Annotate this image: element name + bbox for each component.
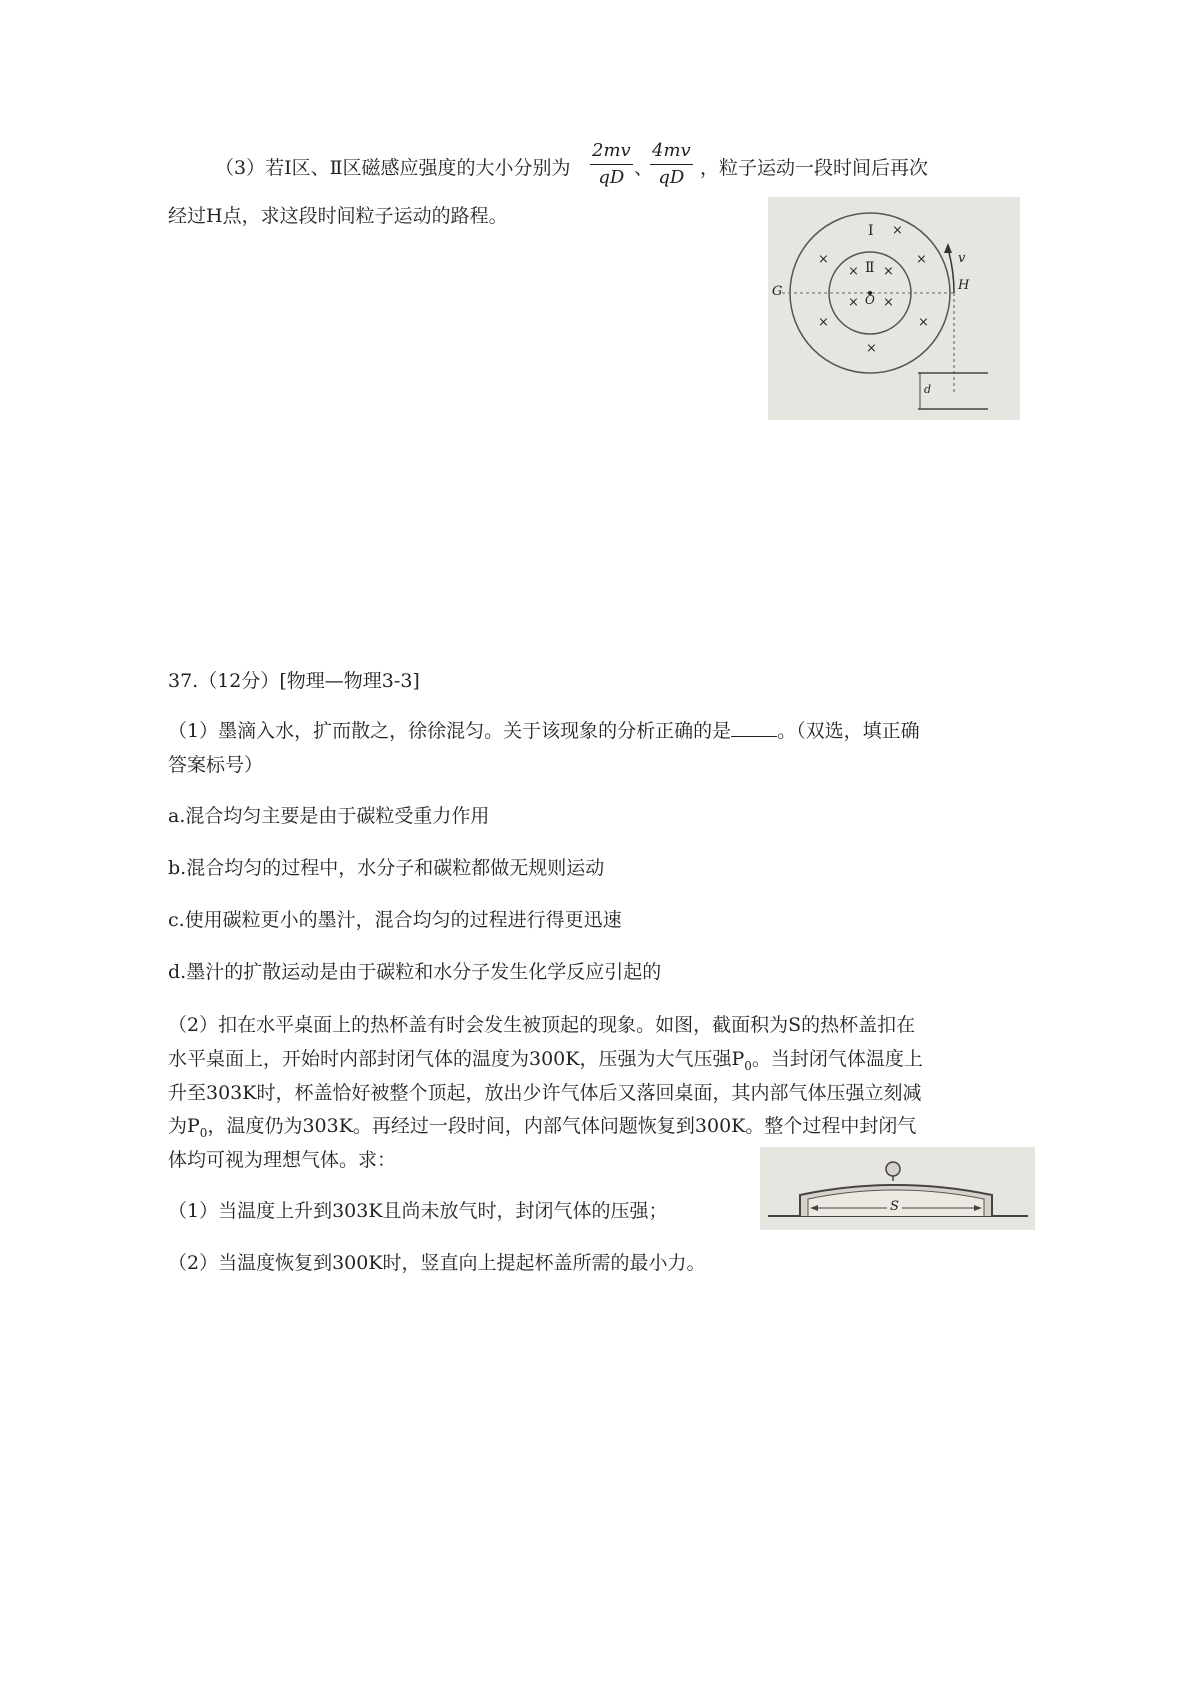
q3-separator: 、 xyxy=(634,157,654,179)
cup-lid-figure xyxy=(760,1147,1035,1230)
field-cross-mark: × xyxy=(818,315,829,330)
subscript-zero: 0 xyxy=(199,1125,208,1140)
sub-question-2: （2）当温度恢复到300K时，竖直向上提起杯盖所需的最小力。 xyxy=(168,1252,706,1274)
velocity-v-label: v xyxy=(958,251,966,266)
field-cross-mark: × xyxy=(892,223,903,238)
option-b: b.混合均匀的过程中，水分子和碳粒都做无规则运动 xyxy=(168,857,605,879)
field-cross-mark: × xyxy=(918,315,929,330)
q37-p2-line4 xyxy=(168,1113,916,1146)
fraction-2mv-qd xyxy=(590,140,633,189)
area-s-label: S xyxy=(887,1199,902,1214)
q37-p1-line2: 答案标号） xyxy=(168,754,264,776)
fraction-numerator: 2mv xyxy=(590,140,633,165)
option-d: d.墨汁的扩散运动是由于碳粒和水分子发生化学反应引起的 xyxy=(168,961,662,983)
q37-p2-line1: （2）扣在水平桌面上的热杯盖有时会发生被顶起的现象。如图，截面积为S的热杯盖扣在 xyxy=(168,1014,916,1036)
region-2-label: Ⅱ xyxy=(865,260,875,276)
answer-blank xyxy=(731,718,777,737)
subscript-zero: 0 xyxy=(744,1058,752,1073)
fraction-denominator: qD xyxy=(658,167,685,188)
q37-p2-line3: 升至303K时，杯盖恰好被整个顶起，放出少许气体后又落回桌面，其内部气体压强立刻减 xyxy=(168,1082,922,1104)
field-cross-mark: × xyxy=(848,264,859,279)
q37-p2-line2-b: 。当封闭气体温度上 xyxy=(751,1048,923,1070)
field-cross-mark: × xyxy=(818,252,829,267)
sub-question-1: （1）当温度上升到303K且尚未放气时，封闭气体的压强； xyxy=(168,1200,668,1222)
field-cross-mark: × xyxy=(883,264,894,279)
field-cross-mark: × xyxy=(866,341,877,356)
q37-p2-line4-a: 为P xyxy=(168,1115,200,1137)
q37-p2-line2-a: 水平桌面上，开始时内部封闭气体的温度为300K，压强为大气压强P xyxy=(168,1048,745,1070)
q3-line1-prefix: （3）若Ⅰ区、Ⅱ区磁感应强度的大小分别为 xyxy=(215,157,571,179)
q3-line1-suffix: ，粒子运动一段时间后再次 xyxy=(700,157,929,179)
point-h-label: H xyxy=(958,278,970,293)
option-c: c.使用碳粒更小的墨汁，混合均匀的过程进行得更迅速 xyxy=(168,909,622,931)
q37-p2-line5: 体均可视为理想气体。求： xyxy=(168,1149,397,1171)
q37-p1-line1 xyxy=(168,718,920,744)
option-a: a.混合均匀主要是由于碳粒受重力作用 xyxy=(168,805,490,827)
q37-p1-text-a: （1）墨滴入水，扩而散之，徐徐混匀。关于该现象的分析正确的是 xyxy=(168,720,732,742)
q37-p2-line4-b: ，温度仍为303K。再经过一段时间，内部气体问题恢复到300K。整个过程中封闭气 xyxy=(207,1115,917,1137)
magnetic-field-figure xyxy=(768,197,1020,420)
q37-header: 37.（12分）[物理—物理3-3] xyxy=(168,670,420,692)
fraction-numerator: 4mv xyxy=(650,140,693,165)
field-cross-mark: × xyxy=(916,252,927,267)
field-cross-mark: × xyxy=(848,295,859,310)
fraction-4mv-qd xyxy=(650,140,693,189)
q37-p1-text-b: 。（双选，填正确 xyxy=(777,720,920,742)
q37-p2-line2 xyxy=(168,1046,923,1079)
center-o-label: O xyxy=(865,293,875,307)
q3-line2: 经过H点，求这段时间粒子运动的路程。 xyxy=(168,205,508,227)
field-cross-mark: × xyxy=(883,295,894,310)
fraction-denominator: qD xyxy=(598,167,625,188)
region-1-label: Ⅰ xyxy=(868,223,874,239)
distance-d-label: d xyxy=(924,383,932,396)
point-g-label: G xyxy=(772,284,783,299)
